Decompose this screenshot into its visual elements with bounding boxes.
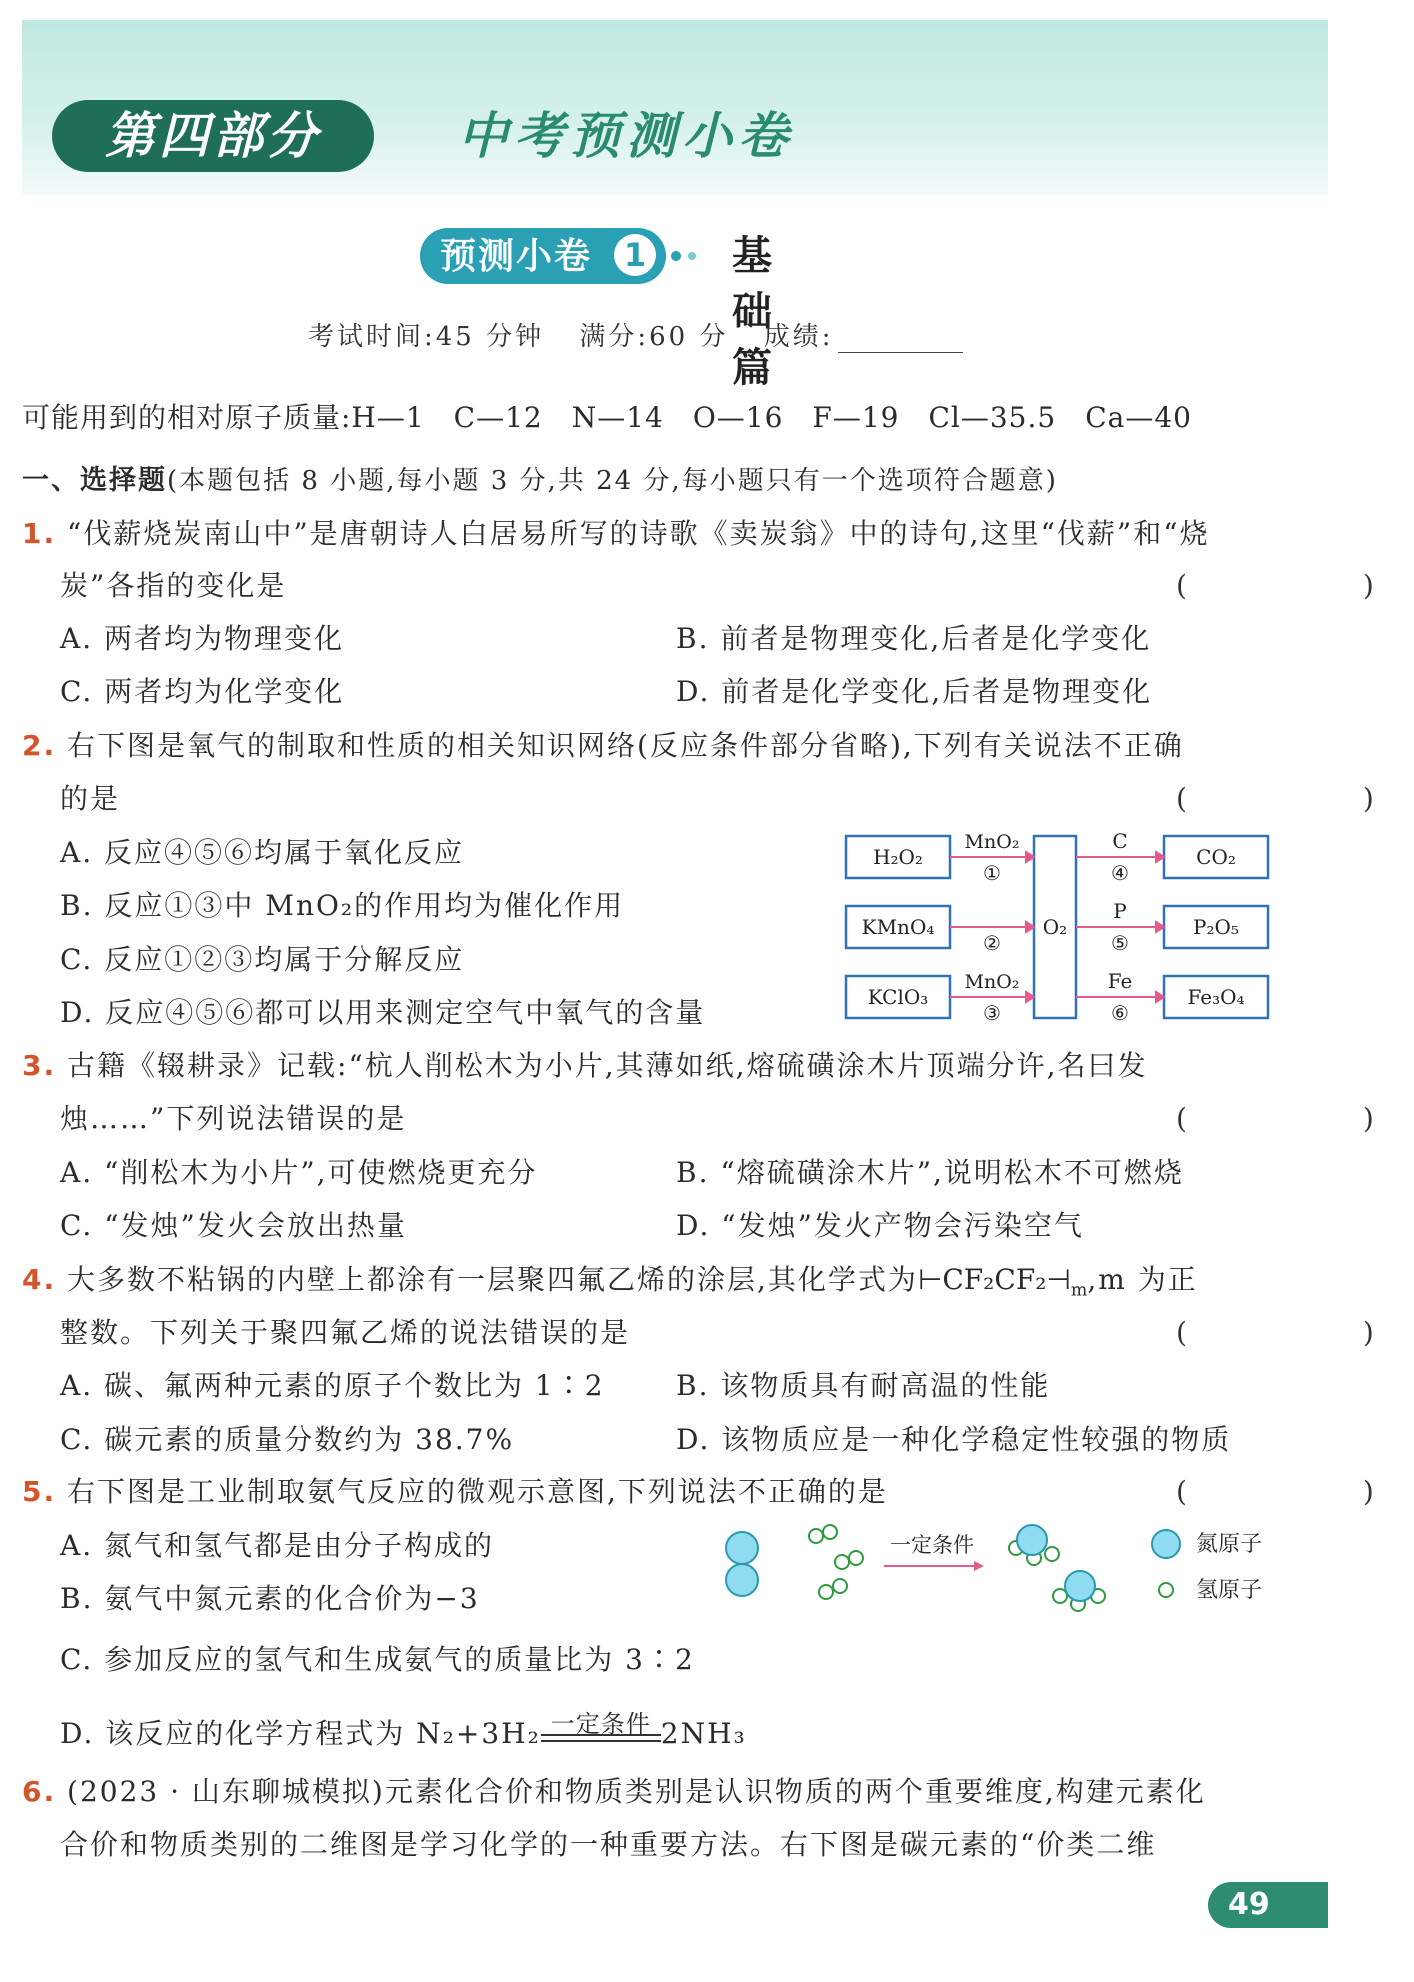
exam-info <box>308 316 1011 353</box>
answer-blank[interactable]: ( ) <box>1176 1475 1414 1508</box>
right-label-0: CO₂ <box>1196 845 1236 869</box>
question-2 <box>22 724 1184 764</box>
question-text: 右下图是工业制取氨气反应的微观示意图,下列说法不正确的是 <box>67 1475 888 1508</box>
polymer-formula: $⊢CF_2CF_2⊣_m$ <box>917 1263 1088 1301</box>
option-d[interactable]: D. 该反应的化学方程式为 N₂+3H₂ 一定条件 2NH₃ <box>60 1710 747 1750</box>
question-text-line2: 整数。下列关于聚四氟乙烯的说法错误的是 <box>60 1316 631 1349</box>
right-label-2: Fe₃O₄ <box>1187 985 1245 1009</box>
arrow-num-left-2: ③ <box>983 1001 1001 1025</box>
option-b[interactable]: B. 该物质具有耐高温的性能 <box>676 1369 1051 1402</box>
question-number: 5. <box>22 1475 57 1508</box>
question-4 <box>22 1258 1198 1301</box>
part-label: 第四部分 <box>52 100 374 172</box>
nh3-molecule <box>1009 1525 1059 1565</box>
n-atom <box>726 1564 758 1596</box>
center-label: O₂ <box>1042 915 1068 939</box>
question-text-line2: 合价和物质类别的二维图是学习化学的一种重要方法。右下图是碳元素的“价类二维 <box>60 1828 1157 1861</box>
option-a[interactable]: A. 碳、氟两种元素的原子个数比为 1∶2 <box>60 1369 605 1402</box>
section-title: 中考预测小卷 <box>458 107 794 165</box>
option-c[interactable]: C. 反应①②③均属于分解反应 <box>60 943 465 976</box>
option-b[interactable]: B. 反应①③中 MnO₂的作用均为催化作用 <box>60 889 625 922</box>
question-text: 右下图是氧气的制取和性质的相关知识网络(反应条件部分省略),下列有关说法不正确 <box>67 729 1184 762</box>
option-a[interactable]: A. 反应④⑤⑥均属于氧化反应 <box>60 836 465 869</box>
option-c[interactable]: C. 参加反应的氢气和生成氨气的质量比为 3∶2 <box>60 1643 695 1676</box>
arrow-num-left-1: ② <box>983 931 1001 955</box>
paper-subtitle: 基础篇 <box>732 232 776 391</box>
paper-number: 1 <box>614 234 656 276</box>
question-number: 6. <box>22 1775 57 1808</box>
exam-score-label: 成绩: <box>764 322 987 352</box>
legend-n-icon <box>1152 1530 1180 1558</box>
option-d[interactable]: D. 该物质应是一种化学稳定性较强的物质 <box>676 1423 1232 1456</box>
legend-n-label: 氮原子 <box>1196 1532 1263 1557</box>
question-6 <box>22 1770 1206 1810</box>
question-1 <box>22 512 1210 552</box>
question-text: “伐薪烧炭南山中”是唐朝诗人白居易所写的诗歌《卖炭翁》中的诗句,这里“伐薪”和“烧 <box>67 517 1210 550</box>
option-c[interactable]: C. 碳元素的质量分数约为 38.7% <box>60 1423 515 1456</box>
answer-blank[interactable]: ( ) <box>1176 1316 1414 1349</box>
arrow-num-right-1: ⑤ <box>1111 931 1129 955</box>
section-title-text: 一、选择题 <box>22 465 167 496</box>
question-5 <box>22 1470 888 1510</box>
n-atom <box>726 1532 758 1564</box>
question-number: 1. <box>22 517 57 550</box>
legend-h-icon <box>1159 1583 1173 1597</box>
arrow-top-left-0: MnO₂ <box>964 831 1020 853</box>
question-text-line2: 炭”各指的变化是 <box>60 569 287 602</box>
arrow-top-right-0: C <box>1112 829 1128 853</box>
question-text-line2: 的是 <box>60 782 121 815</box>
question-number: 3. <box>22 1049 57 1082</box>
answer-blank[interactable]: ( ) <box>1176 1102 1414 1135</box>
question-number: 2. <box>22 729 57 762</box>
option-c[interactable]: C. “发烛”发火会放出热量 <box>60 1209 407 1242</box>
option-d[interactable]: D. “发烛”发火产物会污染空气 <box>676 1209 1084 1242</box>
option-b[interactable]: B. 氨气中氮元素的化合价为−3 <box>60 1582 480 1615</box>
section-note: (本题包括 8 小题,每小题 3 分,共 24 分,每小题只有一个选项符合题意) <box>167 466 1058 496</box>
question-text-line2: 烛……”下列说法错误的是 <box>60 1102 407 1135</box>
option-b[interactable]: B. 前者是物理变化,后者是化学变化 <box>676 622 1152 655</box>
left-label-1: KMnO₄ <box>861 915 935 939</box>
arrow-num-right-0: ④ <box>1111 861 1129 885</box>
arrow-num-right-2: ⑥ <box>1111 1001 1129 1025</box>
atomic-masses: 可能用到的相对原子质量:H—1 C—12 N—14 O—16 F—19 Cl—35.5 Ca—40 <box>22 401 1192 434</box>
right-label-1: P₂O₅ <box>1193 915 1239 939</box>
option-d[interactable]: D. 反应④⑤⑥都可以用来测定空气中氧气的含量 <box>60 996 706 1029</box>
option-c[interactable]: C. 两者均为化学变化 <box>60 675 345 708</box>
left-label-0: H₂O₂ <box>873 845 923 869</box>
nh3-molecule <box>1053 1571 1105 1611</box>
arrow-top-right-1: P <box>1113 899 1127 923</box>
score-blank[interactable] <box>838 330 963 353</box>
arrow-top-right-2: Fe <box>1107 969 1133 993</box>
section-heading <box>22 458 1058 497</box>
question-3 <box>22 1044 1148 1084</box>
exam-time: 考试时间:45 分钟 <box>308 322 545 352</box>
option-d[interactable]: D. 前者是化学变化,后者是物理变化 <box>676 675 1153 708</box>
answer-blank[interactable]: ( ) <box>1176 782 1414 815</box>
question-text-tail: ,m 为正 <box>1087 1263 1198 1296</box>
option-b[interactable]: B. “熔硫磺涂木片”,说明松木不可燃烧 <box>676 1156 1184 1189</box>
dots-icon <box>670 250 710 262</box>
exam-full-score: 满分:60 分 <box>579 322 729 352</box>
reaction-arrow: 一定条件 <box>541 1734 661 1752</box>
question-text: (2023 · 山东聊城模拟)元素化合价和物质类别是认识物质的两个重要维度,构建元素化 <box>67 1775 1206 1808</box>
reaction-condition: 一定条件 <box>890 1533 974 1557</box>
question-text: 古籍《辍耕录》记载:“杭人削松木为小片,其薄如纸,熔硫磺涂木片顶端分许,名曰发 <box>67 1049 1148 1082</box>
answer-blank[interactable]: ( ) <box>1176 569 1414 602</box>
page-number: 49 <box>1208 1882 1328 1928</box>
option-a[interactable]: A. 两者均为物理变化 <box>60 622 345 655</box>
left-label-2: KClO₃ <box>867 985 929 1009</box>
question-number: 4. <box>22 1263 57 1296</box>
question-text: 大多数不粘锅的内壁上都涂有一层聚四氟乙烯的涂层,其化学式为 <box>67 1263 918 1296</box>
arrow-top-left-2: MnO₂ <box>964 971 1020 993</box>
arrow-num-left-0: ① <box>983 861 1001 885</box>
option-a[interactable]: A. 氮气和氢气都是由分子构成的 <box>60 1529 495 1562</box>
paper-label: 预测小卷 <box>420 228 666 284</box>
legend-h-label: 氢原子 <box>1196 1578 1263 1603</box>
ammonia-micro-diagram <box>712 1518 1272 1628</box>
option-a[interactable]: A. “削松木为小片”,可使燃烧更充分 <box>60 1156 538 1189</box>
oxygen-network-diagram <box>840 822 1280 1032</box>
